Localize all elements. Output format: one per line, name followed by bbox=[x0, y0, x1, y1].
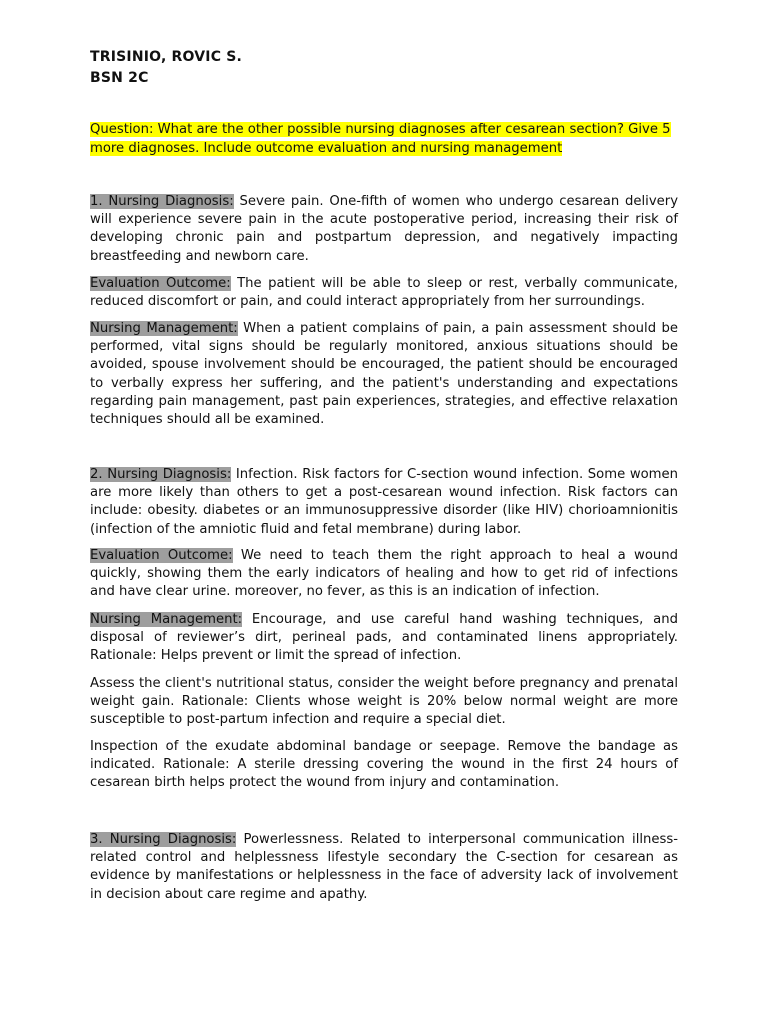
management-1-label: Nursing Management: bbox=[90, 321, 238, 336]
management-2-extra-1: Assess the client's nutritional status, consider the weight before pregnancy and prenatal weight gain. Rationale: Clients whose weight is 20% below normal weight are more susceptible to post-partum infection and require a special diet. bbox=[90, 676, 678, 728]
question-text: Question: What are the other possible nursing diagnoses after cesarean section? Give 5 more diagnoses. Include outcome evaluation and nursing management bbox=[90, 122, 671, 156]
student-header bbox=[90, 47, 242, 89]
management-1-text: When a patient complains of pain, a pain assessment should be performed, vital signs should be regularly monitored, anxious situations should be avoided, spouse involvement should be encouraged, the patient should be encouraged to verbally express her suffering, and the patient's understanding and expectations regarding pain management, past pain experiences, strategies, and effective relaxation techniques should all be examined. bbox=[90, 321, 679, 428]
diagnosis-3-label: 3. Nursing Diagnosis: bbox=[90, 832, 237, 847]
diagnosis-2-text: Infection. Risk factors for C-section wound infection. Some women are more likely than others to get a post-cesarean wound infection. Risk factors can include: obesity. diabetes or an immunosuppressive disorder (like HIV) chorioamnionitis (infection of the amniotic fluid and fetal membrane) during labor. bbox=[90, 467, 678, 537]
evaluation-2-label: Evaluation Outcome: bbox=[90, 548, 233, 563]
management-2-paragraph bbox=[90, 611, 678, 666]
evaluation-1-label: Evaluation Outcome: bbox=[90, 276, 231, 291]
management-2-label: Nursing Management: bbox=[90, 612, 243, 627]
diagnosis-3-paragraph bbox=[90, 831, 678, 904]
diagnosis-1-label: 1. Nursing Diagnosis: bbox=[90, 194, 234, 209]
management-2-text: Encourage, and use careful hand washing techniques, and disposal of reviewer’s dirt, perineal pads, and contaminated linens appropriately. Rationale: Helps prevent or limit the spread of infection. bbox=[90, 612, 678, 664]
diagnosis-3-text: Powerlessness. Related to interpersonal communication illness-related control and helplessness lifestyle secondary the C-section for cesarean as evidence by manifestations or helplessness in the face of adversity lack of involvement in decision about care regime and apathy. bbox=[90, 832, 678, 902]
diagnosis-1-text: Severe pain. One-fifth of women who undergo cesarean delivery will experience severe pain in the acute postoperative period, increasing their risk of developing chronic pain and postpartum depression, and negatively impacting breastfeeding and newborn care. bbox=[90, 194, 678, 264]
evaluation-2-paragraph bbox=[90, 547, 678, 602]
evaluation-1-text: The patient will be able to sleep or rest, verbally communicate, reduced discomfort or pain, and could interact appropriately from her surroundings. bbox=[90, 276, 679, 310]
student-section: BSN 2C bbox=[90, 70, 149, 86]
diagnosis-2-label: 2. Nursing Diagnosis: bbox=[90, 467, 232, 482]
evaluation-2-text: We need to teach them the right approach to heal a wound quickly, showing them the early indicators of healing and how to get rid of infections and have clear urine. moreover, no fever, as this is an indication of infection. bbox=[90, 548, 678, 600]
management-1-paragraph bbox=[90, 320, 678, 429]
student-name: TRISINIO, ROVIC S. bbox=[90, 49, 243, 65]
diagnosis-1-paragraph bbox=[90, 193, 678, 266]
evaluation-1-paragraph bbox=[90, 275, 678, 311]
management-2-extra-2: Inspection of the exudate abdominal bandage or seepage. Remove the bandage as indicated. Rationale: A sterile dressing covering the wound in the first 24 hours of cesarean birth helps protect the wound from injury and contamination. bbox=[90, 739, 678, 791]
question-block bbox=[90, 121, 678, 158]
diagnosis-2-paragraph bbox=[90, 466, 678, 539]
